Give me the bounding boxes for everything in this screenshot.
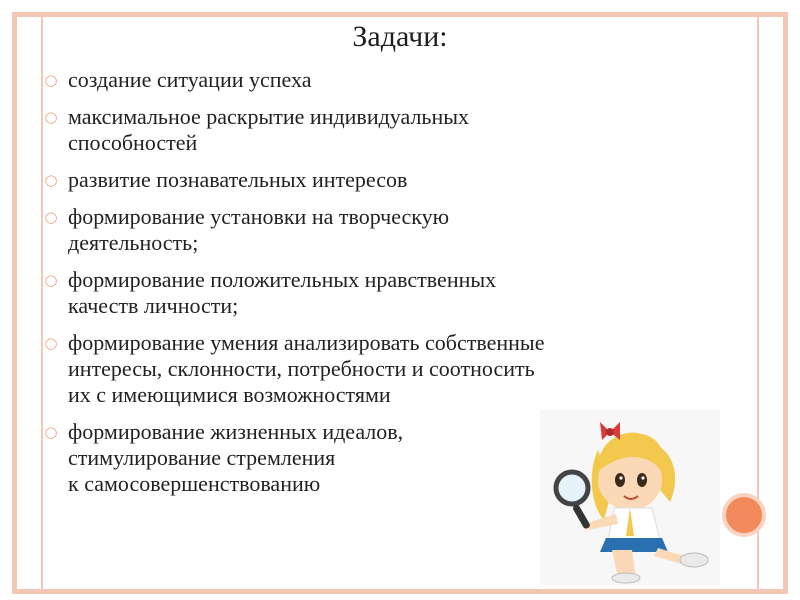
list-item: ○ формирование положительных нравственных качеств личности; bbox=[42, 267, 742, 319]
girl-with-magnifier-illustration bbox=[540, 410, 720, 585]
list-item: ○ создание ситуации успеха bbox=[42, 67, 742, 93]
list-item: ○ формирование умения анализировать собственные интересы, склонности, потребности и соотносить их с имеющимися возможностями bbox=[42, 330, 742, 408]
decorative-circle bbox=[722, 493, 766, 537]
circle-bullet-icon: ○ bbox=[44, 171, 58, 189]
circle-bullet-icon: ○ bbox=[44, 271, 58, 289]
list-item: ○ формирование жизненных идеалов, стимулирование стремления к самосовершенствованию bbox=[42, 419, 742, 497]
circle-bullet-icon: ○ bbox=[44, 423, 58, 441]
list-item: ○ формирование установки на творческую деятельность; bbox=[42, 204, 742, 256]
slide-title: Задачи: bbox=[352, 20, 448, 53]
list-item: ○ развитие познавательных интересов bbox=[42, 167, 742, 193]
circle-bullet-icon: ○ bbox=[44, 208, 58, 226]
circle-bullet-icon: ○ bbox=[44, 108, 58, 126]
list-item: ○ максимальное раскрытие индивидуальных способностей bbox=[42, 104, 742, 156]
circle-bullet-icon: ○ bbox=[44, 71, 58, 89]
circle-bullet-icon: ○ bbox=[44, 334, 58, 352]
